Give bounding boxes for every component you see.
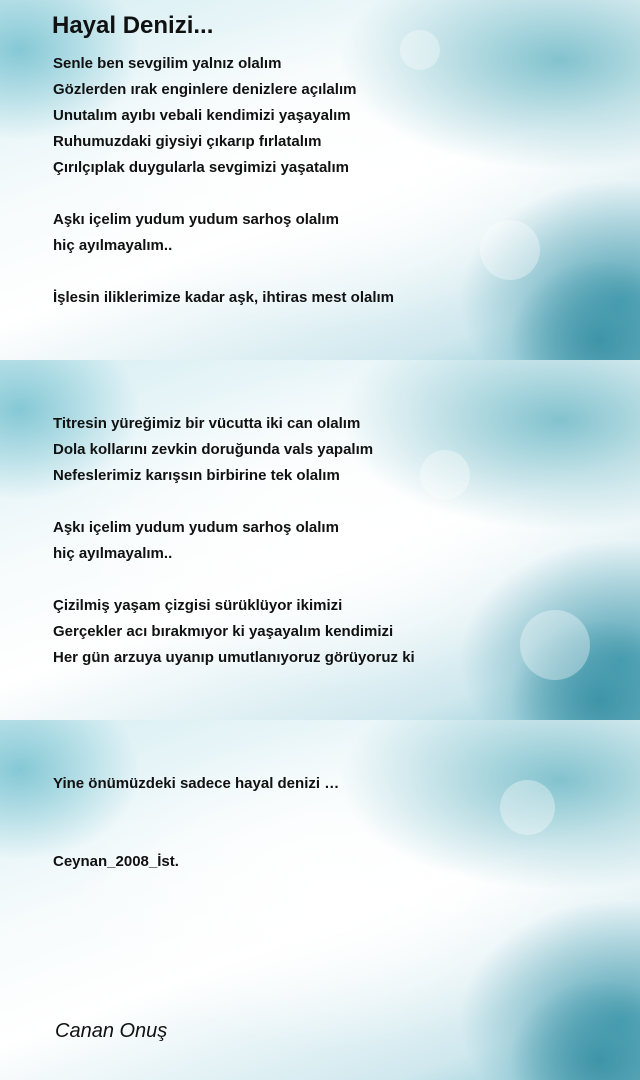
poem-line: hiç ayılmayalım.. — [53, 237, 173, 254]
poem-line-blank — [53, 823, 339, 849]
poem-line: Unutalım ayıbı vebali kendimizi yaşayalım — [53, 107, 351, 124]
poem-stanza-block-2 — [53, 411, 415, 671]
poem-line: Nefeslerimiz karışsın birbirine tek olalım — [53, 467, 340, 484]
poem-line-blank — [53, 567, 415, 593]
poem-author: Canan Onuş — [55, 1020, 168, 1042]
poem-line-blank — [53, 259, 394, 285]
poem-line: Titresin yüreğimiz bir vücutta iki can olalım — [53, 415, 361, 432]
poem-line: Gözlerden ırak enginlere denizlere açılalım — [53, 81, 357, 98]
poem-line: Ruhumuzdaki giysiyi çıkarıp fırlatalım — [53, 133, 322, 150]
poem-line: Gerçekler acı bırakmıyor ki yaşayalım kendimizi — [53, 623, 394, 640]
poem-line-blank — [53, 797, 339, 823]
poem-stanza-block-1 — [53, 51, 394, 311]
poem-line: Aşkı içelim yudum yudum sarhoş olalım — [53, 211, 339, 228]
poem-line: Her gün arzuya uyanıp umutlanıyoruz görüyoruz ki — [53, 649, 415, 666]
poem-title: Hayal Denizi... — [52, 12, 214, 39]
poem-signature: Ceynan_2008_İst. — [53, 853, 179, 870]
poem-line: Senle ben sevgilim yalnız olalım — [53, 55, 282, 72]
poem-line: hiç ayılmayalım.. — [53, 545, 173, 562]
poem-panel-2 — [0, 360, 640, 720]
poem-stanza-block-3 — [53, 771, 339, 875]
poem-line: Dola kollarını zevkin doruğunda vals yapalım — [53, 441, 374, 458]
poem-line: İşlesin iliklerimize kadar aşk, ihtiras mest olalım — [53, 289, 395, 306]
poem-line: Çizilmiş yaşam çizgisi sürüklüyor ikimizi — [53, 597, 343, 614]
poem-panel-1 — [0, 0, 640, 360]
poem-line: Aşkı içelim yudum yudum sarhoş olalım — [53, 519, 339, 536]
poem-line: Yine önümüzdeki sadece hayal denizi … — [53, 775, 340, 792]
poem-line-blank — [53, 181, 394, 207]
poem-line: Çırılçıplak duygularla sevgimizi yaşatalım — [53, 159, 349, 176]
poem-panel-3 — [0, 720, 640, 1080]
poem-line-blank — [53, 489, 415, 515]
